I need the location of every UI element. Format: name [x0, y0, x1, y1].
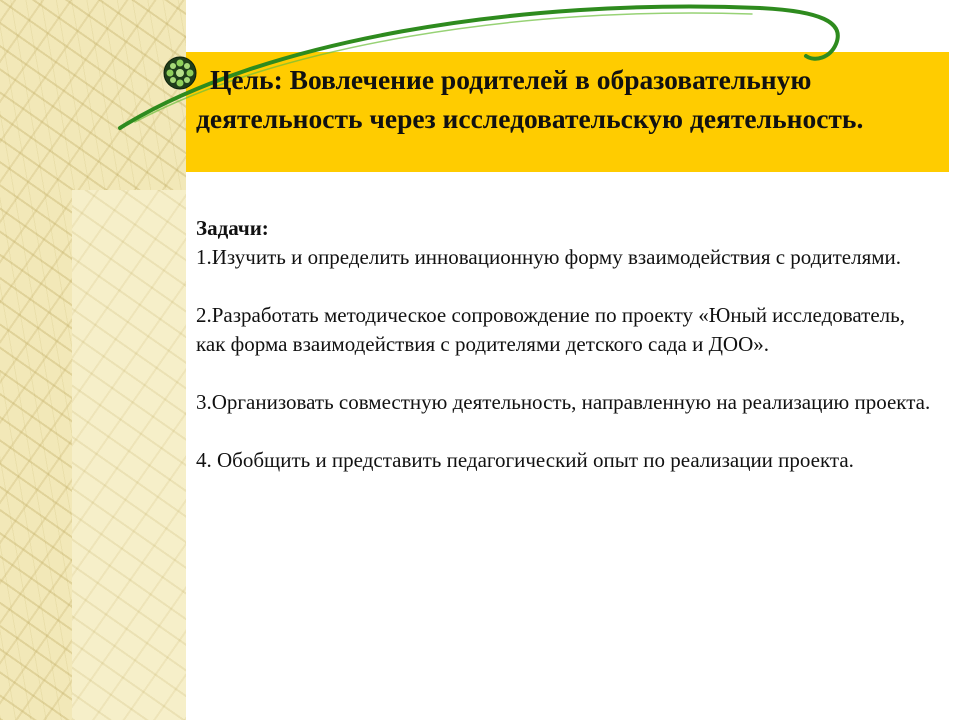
slide-goal-title: Цель: Вовлечение родителей в образовательную деятельность через исследовательскую деятельность. — [196, 64, 864, 134]
decorative-pattern-inner — [72, 190, 186, 720]
tasks-block — [196, 214, 936, 475]
task-item-3: 3.Организовать совместную деятельность, направленную на реализацию проекта. — [196, 390, 931, 414]
task-item-2: 2.Разработать методическое сопровождение по проекту «Юный исследователь, как форма взаимодействия с родителями детского сада и ДОО». — [196, 303, 905, 356]
tasks-heading: Задачи: — [196, 216, 269, 240]
task-item-4: 4. Обобщить и представить педагогический опыт по реализации проекта. — [196, 448, 854, 472]
task-item-1: 1.Изучить и определить инновационную форму взаимодействия с родителями. — [196, 245, 902, 269]
green-orb-icon — [163, 56, 197, 90]
